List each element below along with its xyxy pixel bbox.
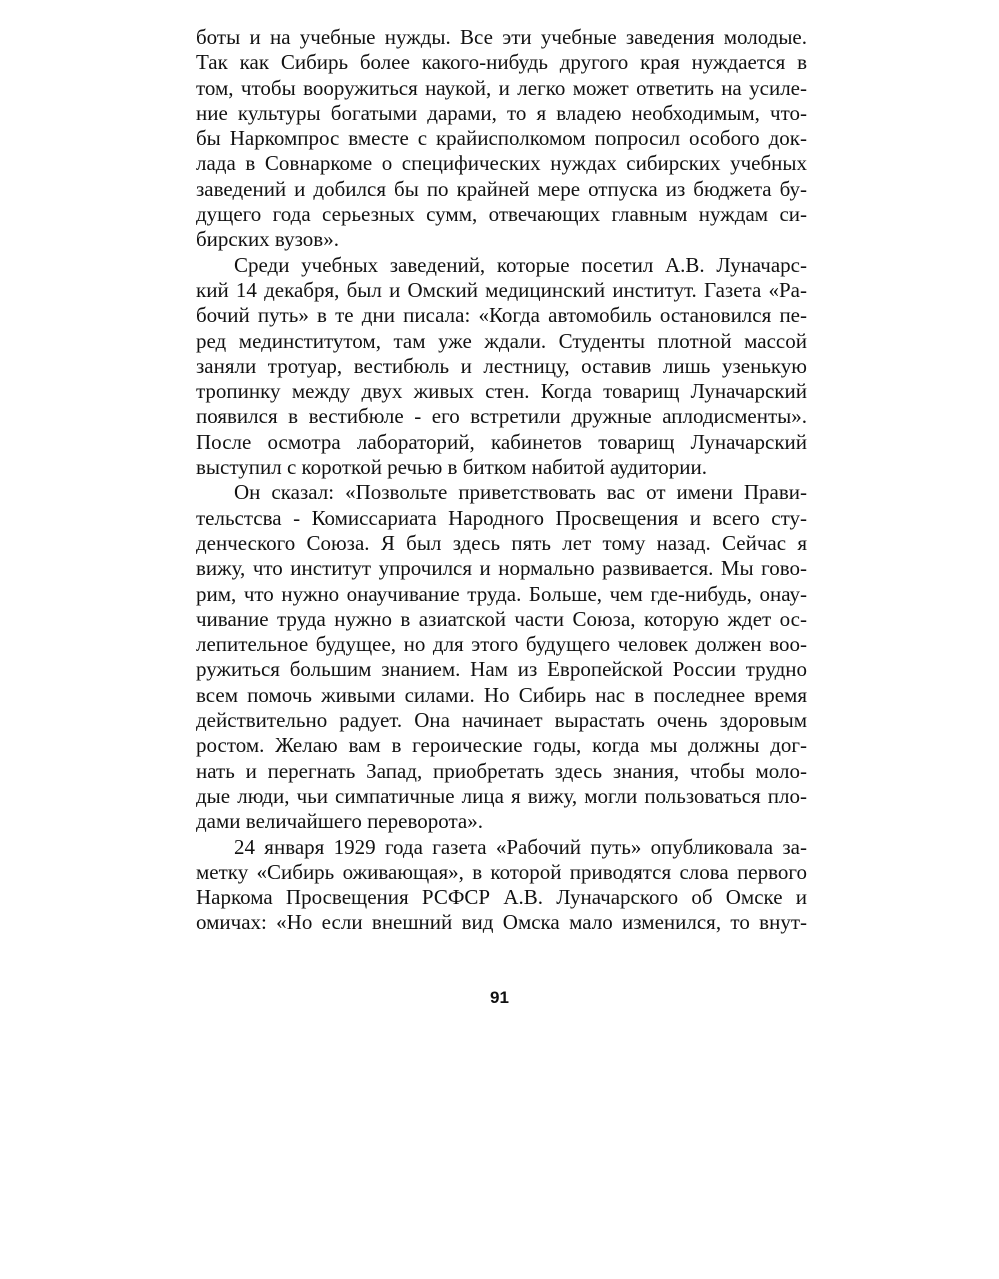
- text-line: чивание труда нужно в азиатской части Союза, которую ждет ос-: [196, 606, 807, 631]
- text-line: бирских вузов».: [196, 227, 339, 252]
- text-line: заняли тротуар, вестибюль и лестницу, оставив лишь узенькую: [196, 353, 807, 378]
- paragraph: [196, 835, 807, 936]
- page-text: [196, 25, 807, 936]
- text-line: денческого Союза. Я был здесь пять лет тому назад. Сейчас я: [196, 530, 807, 555]
- text-line: вижу, что институт упрочился и нормально развивается. Мы гово-: [196, 556, 807, 581]
- text-line: дущего года серьезных сумм, отвечающих главным нуждам си-: [196, 202, 807, 227]
- text-line: появился в вестибюле - его встретили дружные аплодисменты».: [196, 404, 807, 429]
- text-line: кий 14 декабря, был и Омский медицинский институт. Газета «Ра-: [196, 277, 807, 302]
- text-line: боты и на учебные нужды. Все эти учебные заведения молодые.: [196, 25, 807, 49]
- text-line: действительно радует. Она начинает вырастать очень здоровым: [196, 708, 807, 733]
- text-line: заведений и добился бы по крайней мере отпуска из бюджета бу-: [196, 176, 807, 201]
- paragraph: [196, 253, 807, 481]
- text-line: ред мединститутом, там уже ждали. Студенты плотной массой: [196, 328, 807, 353]
- text-line: лепительное будущее, но для этого будущего человек должен воо-: [196, 632, 807, 657]
- text-line: омичах: «Но если внешний вид Омска мало изменился, то внут-: [196, 910, 807, 935]
- text-line: Так как Сибирь более какого-нибудь другого края нуждается в: [196, 50, 807, 75]
- text-line: тельстсва - Комиссариата Народного Просвещения и всего сту-: [196, 505, 807, 530]
- text-line: Среди учебных заведений, которые посетил А.В. Луначарс-: [234, 252, 807, 277]
- text-line: ружиться большим знанием. Нам из Европейской России трудно: [196, 657, 807, 682]
- text-line: тропинку между двух живых стен. Когда товарищ Луначарский: [196, 379, 807, 404]
- text-line: Наркома Просвещения РСФСР А.В. Луначарского об Омске и: [196, 885, 807, 910]
- text-line: дами величайшего переворота».: [196, 809, 483, 834]
- text-line: После осмотра лабораторий, кабинетов товарищ Луначарский: [196, 429, 807, 454]
- text-line: всем помочь живыми силами. Но Сибирь нас в последнее время: [196, 682, 807, 707]
- text-line: 24 января 1929 года газета «Рабочий путь» опубликовала за-: [234, 834, 807, 859]
- text-line: ростом. Желаю вам в героические годы, когда мы должны дог-: [196, 733, 807, 758]
- text-line: бы Наркомпрос вместе с крайисполкомом попросил особого док-: [196, 126, 807, 151]
- text-line: бочий путь» в те дни писала: «Когда автомобиль остановился пе-: [196, 303, 807, 328]
- paragraph: [196, 25, 807, 253]
- text-line: рим, что нужно онаучивание труда. Больше, чем где-нибудь, онау-: [196, 581, 807, 606]
- page-number: 91: [490, 988, 509, 1007]
- text-line: лада в Совнаркоме о специфических нуждах сибирских учебных: [196, 151, 807, 176]
- text-line: выступил с короткой речью в битком набитой аудитории.: [196, 455, 707, 480]
- text-line: ние культуры богатыми дарами, то я владею необходимым, что-: [196, 100, 807, 125]
- text-line: дые люди, чьи симпатичные лица я вижу, могли пользоваться пло-: [196, 783, 807, 808]
- text-line: том, чтобы вооружиться наукой, и легко может ответить на усиле-: [196, 75, 807, 100]
- text-line: нать и перегнать Запад, приобретать здесь знания, чтобы моло-: [196, 758, 807, 783]
- text-line: Он сказал: «Позвольте приветствовать вас от имени Прави-: [234, 480, 807, 505]
- paragraph: [196, 480, 807, 834]
- text-line: метку «Сибирь оживающая», в которой приводятся слова первого: [196, 859, 807, 884]
